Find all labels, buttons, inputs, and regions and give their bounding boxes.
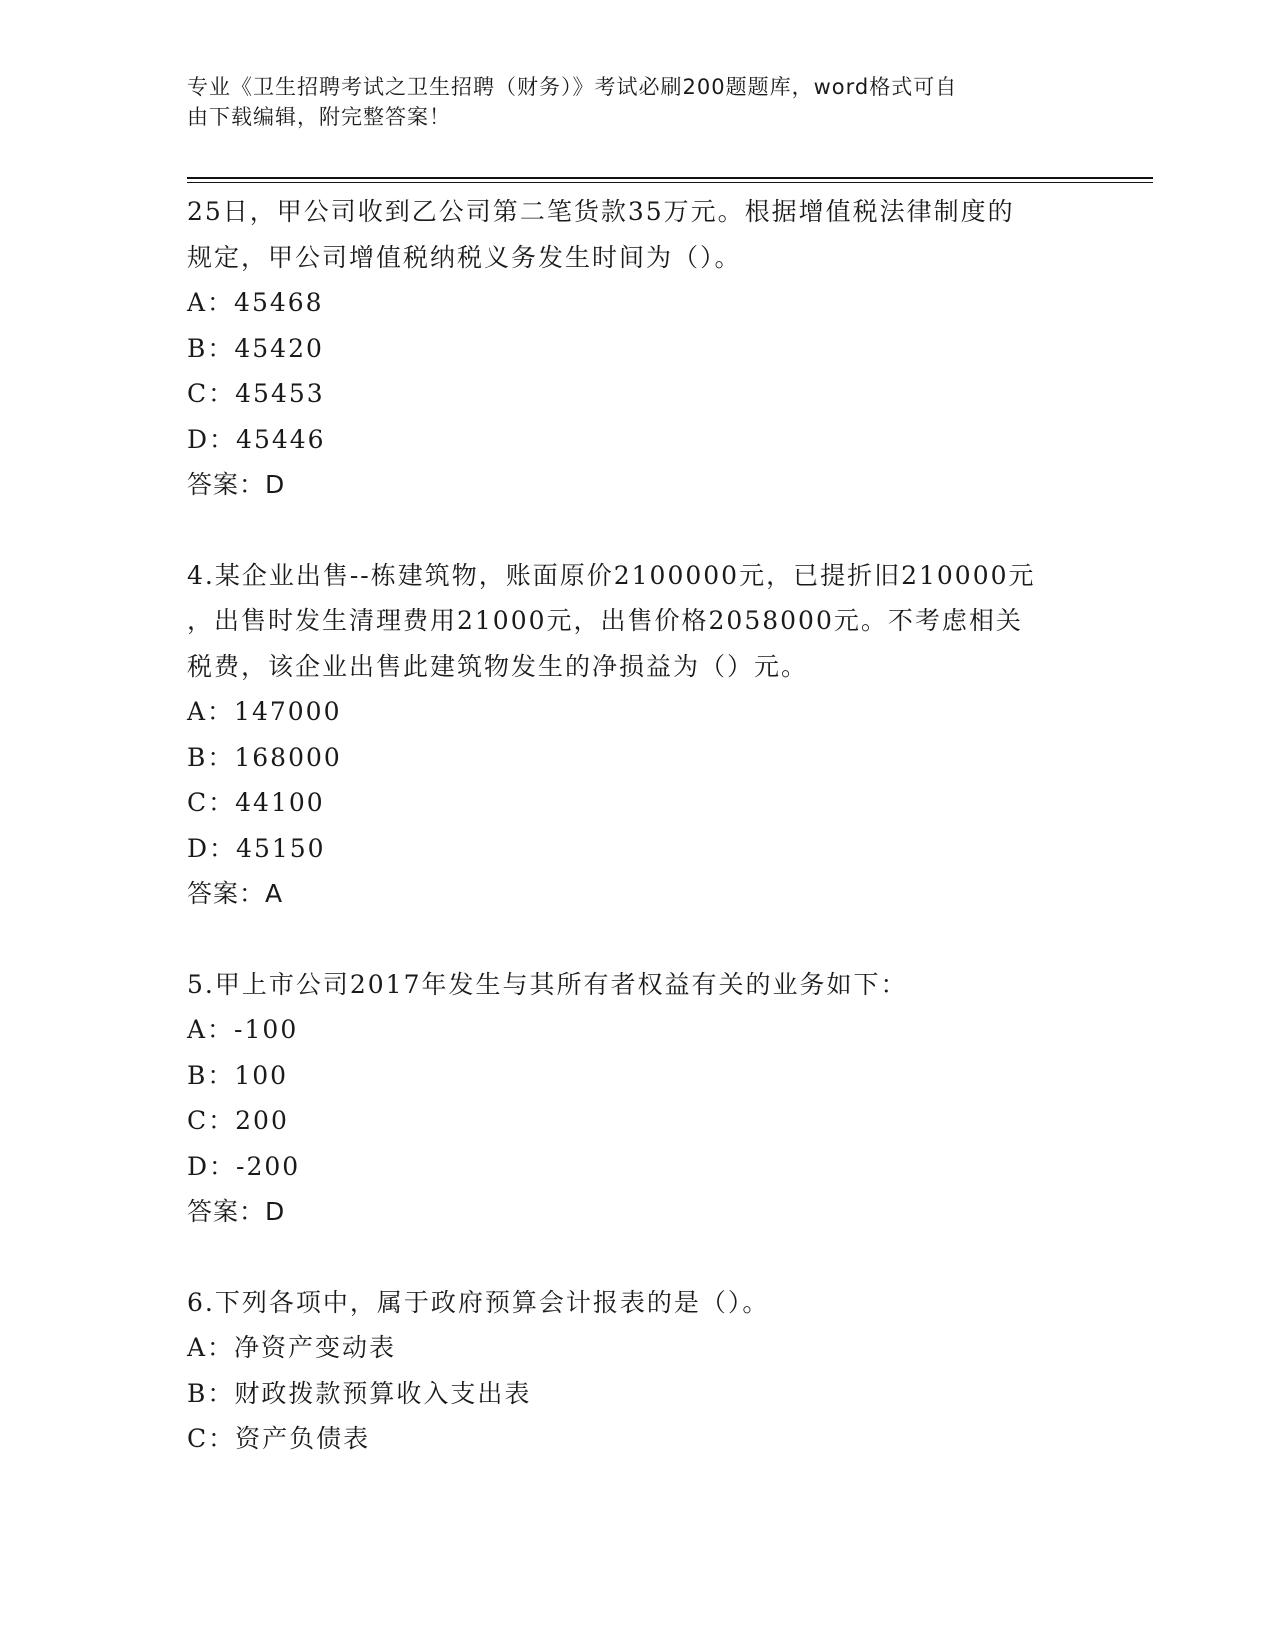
question-6-option-b: B：财政拨款预算收入支出表 (187, 1378, 532, 1408)
question-5-option-c: C：200 (187, 1106, 289, 1135)
question-4-option-b: B：168000 (187, 742, 342, 772)
header-divider-thick (187, 177, 1153, 179)
question-6-line-1: 6.下列各项中，属于政府预算会计报表的是（）。 (187, 1287, 770, 1317)
question-3 (187, 189, 1087, 508)
question-3-option-c: C：45453 (187, 379, 325, 408)
question-3-option-d: D：45446 (187, 424, 326, 454)
question-3-line-1: 25日，甲公司收到乙公司第二笔货款35万元。根据增值税法律制度的 (187, 197, 1015, 226)
question-5-option-d: D：-200 (187, 1151, 301, 1181)
spacer (187, 1235, 1087, 1280)
question-5-line-1: 5.甲上市公司2017年发生与其所有者权益有关的业务如下： (187, 969, 908, 999)
question-6-option-c: C：资产负债表 (187, 1424, 371, 1453)
spacer (187, 508, 1087, 553)
question-6 (187, 1280, 1087, 1462)
question-4-line-2: ，出售时发生清理费用21000元，出售价格2058000元。不考虑相关 (187, 606, 1023, 635)
question-5-option-a: A：-100 (187, 1015, 299, 1044)
question-5 (187, 962, 1087, 1235)
question-4-option-d: D：45150 (187, 833, 326, 863)
question-4 (187, 553, 1087, 917)
question-4-line-3: 税费，该企业出售此建筑物发生的净损益为（）元。 (187, 651, 809, 681)
question-4-option-c: C：44100 (187, 788, 325, 817)
question-4-line-1: 4.某企业出售--栋建筑物，账面原价2100000元，已提折旧210000元 (187, 560, 1036, 590)
question-3-option-a: A：45468 (187, 288, 324, 317)
question-3-line-2: 规定，甲公司增值税纳税义务发生时间为（）。 (187, 242, 742, 272)
header-line-1: 专业《卫生招聘考试之卫生招聘（财务）》考试必刷200题题库，word格式可自 (187, 75, 958, 99)
question-3-option-b: B：45420 (187, 333, 324, 363)
question-4-option-a: A：147000 (187, 697, 342, 726)
question-list (187, 189, 1087, 1462)
document-header (187, 72, 1087, 132)
question-5-option-b: B：100 (187, 1060, 289, 1090)
header-line-2: 由下载编辑，附完整答案！ (187, 105, 451, 129)
question-3-answer: 答案：D (187, 470, 286, 499)
question-6-option-a: A：净资产变动表 (187, 1333, 397, 1362)
question-4-answer: 答案：A (187, 879, 284, 908)
question-5-answer: 答案：D (187, 1197, 286, 1226)
spacer (187, 917, 1087, 962)
header-divider-thin (187, 182, 1153, 183)
